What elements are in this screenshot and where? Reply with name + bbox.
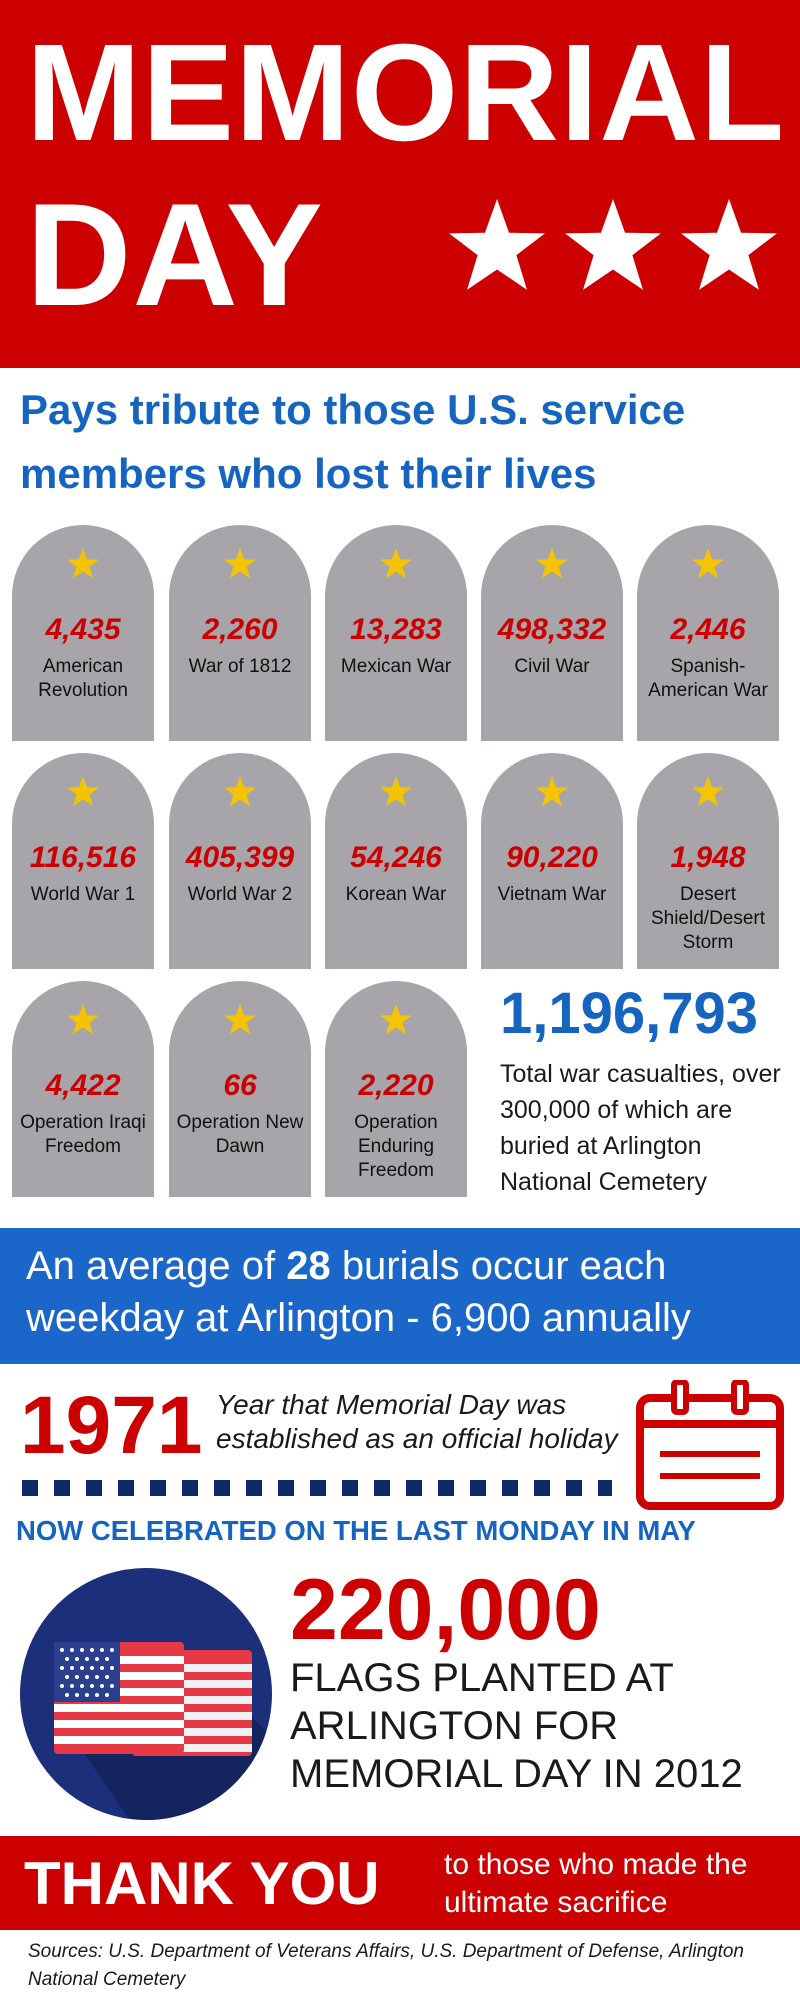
casualty-count: 2,446 [670, 613, 746, 646]
star-icon [66, 775, 100, 809]
tombstone [12, 753, 154, 969]
tombstone [637, 753, 779, 969]
title-memorial: MEMORIAL [26, 16, 786, 170]
tombstone [481, 753, 623, 969]
war-label: Mexican War [340, 656, 452, 677]
total-casualties [500, 982, 800, 1200]
casualty-count: 2,220 [358, 1069, 434, 1102]
subtitle: Pays tribute to those U.S. service members who lost their lives [20, 386, 686, 497]
war-label: Civil War [514, 656, 590, 677]
tombstone [325, 981, 467, 1197]
us-flag-icon [20, 1568, 272, 1820]
thank-you-heading: THANK YOU [24, 1850, 380, 1917]
casualty-count: 13,283 [350, 613, 442, 646]
tombstone [481, 525, 623, 741]
war-label: Operation Enduring Freedom [354, 1112, 438, 1181]
star-icon [223, 775, 257, 809]
header-banner [0, 0, 800, 368]
star-icon [223, 1003, 257, 1037]
burials-text [26, 1240, 796, 1344]
casualty-count: 90,220 [506, 841, 598, 874]
title-day: DAY [26, 173, 324, 336]
war-label: Desert Shield/Desert Storm [650, 884, 766, 953]
celebrated-note: NOW CELEBRATED ON THE LAST MONDAY IN MAY [16, 1515, 696, 1546]
burials-band [0, 1228, 800, 1364]
war-label: Vietnam War [497, 884, 607, 905]
tombstone [637, 525, 779, 741]
star-icon [66, 1003, 100, 1037]
casualty-count: 4,422 [45, 1069, 121, 1102]
calendar-icon [636, 1380, 784, 1510]
war-label: Operation Iraqi Freedom [20, 1112, 146, 1157]
star-icon [535, 775, 569, 809]
star-icon [678, 196, 780, 298]
burials-suffix: burials occur each weekday at Arlington - 6,900 annually [26, 1244, 691, 1340]
tombstone [325, 753, 467, 969]
thank-you-band [0, 1836, 800, 1930]
holiday-description: Year that Memorial Day was established as an official holiday [216, 1389, 618, 1454]
holiday-year: 1971 [20, 1380, 203, 1471]
tombstone [169, 525, 311, 741]
casualty-count: 1,948 [670, 841, 746, 874]
star-icon [446, 196, 548, 298]
casualty-count: 2,260 [202, 613, 278, 646]
casualty-count: 498,332 [497, 613, 607, 646]
tombstone [12, 981, 154, 1197]
war-label: Korean War [345, 884, 447, 905]
star-icon [66, 547, 100, 581]
war-label: Spanish-American War [648, 656, 768, 701]
star-icon [691, 547, 725, 581]
star-icon [379, 547, 413, 581]
casualty-count: 4,435 [45, 613, 121, 646]
star-icon [562, 196, 664, 298]
star-icon [535, 547, 569, 581]
tombstone [169, 753, 311, 969]
burials-prefix: An average of [26, 1244, 276, 1288]
total-number: 1,196,793 [500, 981, 759, 1046]
war-label: World War 1 [30, 884, 136, 905]
flags-description: FLAGS PLANTED AT ARLINGTON FOR MEMORIAL DAY IN 2012 [290, 1656, 743, 1796]
casualty-count: 405,399 [185, 841, 295, 874]
sources-note: Sources: U.S. Department of Veterans Affairs, U.S. Department of Defense, Arlington National Cemetery [28, 1941, 744, 1990]
tombstone [12, 525, 154, 741]
star-icon [379, 1003, 413, 1037]
total-description: Total war casualties, over 300,000 of which are buried at Arlington National Cemetery [500, 1060, 781, 1196]
war-label: War of 1812 [188, 656, 292, 677]
dashed-divider [22, 1480, 612, 1496]
flags-number: 220,000 [290, 1562, 601, 1658]
burials-highlight: 28 [286, 1244, 331, 1288]
star-icon [379, 775, 413, 809]
tombstone [169, 981, 311, 1197]
casualty-count: 54,246 [350, 841, 442, 874]
header-stars [446, 196, 780, 298]
war-label: Operation New Dawn [176, 1112, 304, 1157]
tombstone [325, 525, 467, 741]
star-icon [223, 547, 257, 581]
casualty-count: 66 [223, 1069, 257, 1102]
star-icon [691, 775, 725, 809]
war-label: American Revolution [38, 656, 128, 701]
casualty-count: 116,516 [29, 841, 137, 874]
thank-you-subtext: to those who made the ultimate sacrifice [444, 1848, 748, 1919]
war-label: World War 2 [187, 884, 293, 905]
